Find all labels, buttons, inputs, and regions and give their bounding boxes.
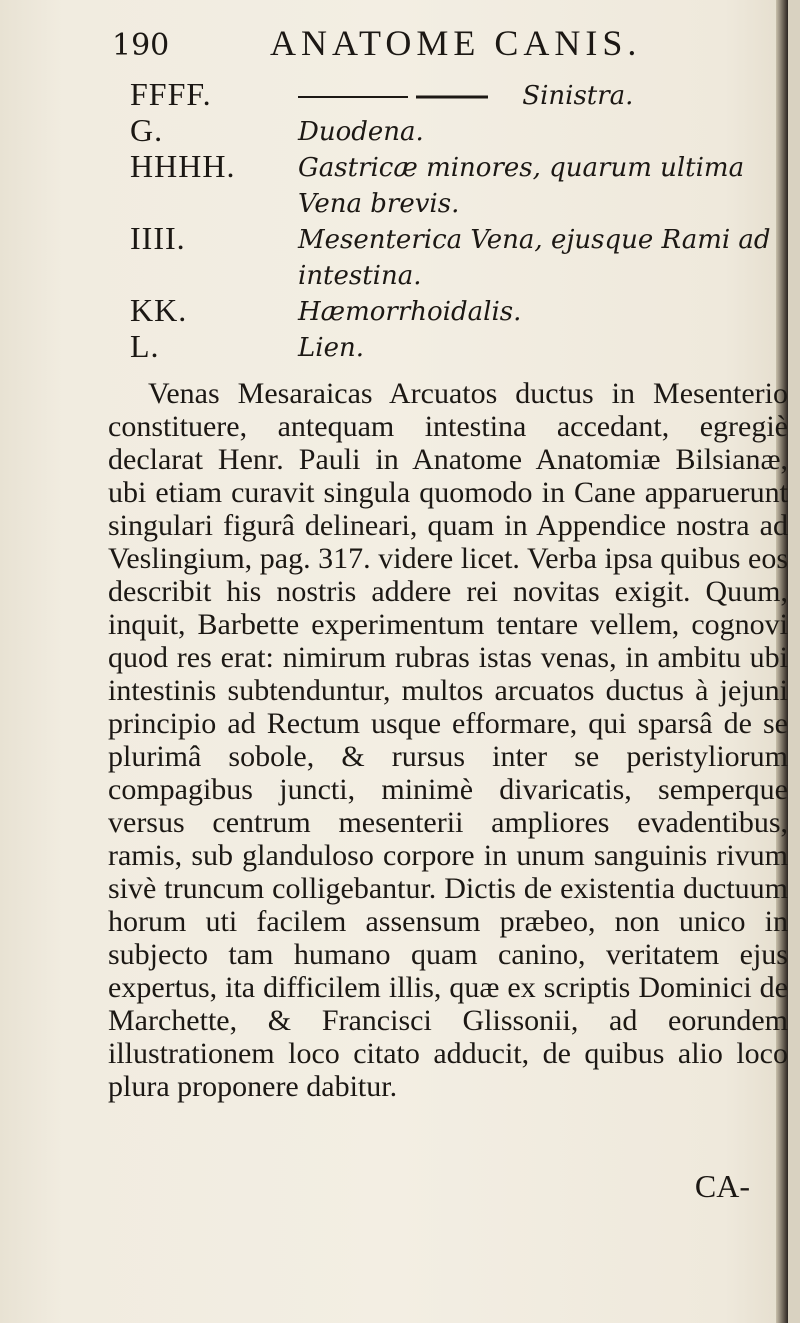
legend-symbol: HHHH. bbox=[130, 148, 236, 184]
page-header bbox=[112, 22, 672, 72]
legend-symbol: L. bbox=[130, 328, 160, 364]
legend-symbol: G. bbox=[130, 112, 164, 148]
legend-row bbox=[118, 220, 788, 292]
legend-row bbox=[118, 292, 788, 328]
running-title: ANATOME CANIS. bbox=[270, 23, 642, 63]
legend-description: Sinistra. bbox=[522, 81, 634, 111]
legend-symbol: KK. bbox=[130, 292, 188, 328]
body-text bbox=[108, 377, 788, 1103]
legend-description-row bbox=[298, 78, 788, 114]
page-number: 190 bbox=[112, 28, 170, 63]
legend-description: Hæmorrhoidalis. bbox=[298, 297, 522, 327]
catchword: CA- bbox=[694, 1168, 750, 1204]
figure-legend bbox=[118, 76, 788, 364]
legend-row bbox=[118, 148, 788, 220]
body-paragraph: Venas Mesaraicas Arcuatos ductus in Mesenterio constituere, antequam intestina accedant, egregiè declarat Henr. Pauli in Anatome Anatomiæ Bilsianæ, ubi etiam curavit singula quomodo in Cane apparuerunt singulari figurâ delineari, quam in Appendice nostra ad Veslingium, pag. 317. videre licet. Verba ipsa quibus eos describit his nostris addere rei novitas exigit. Quum, inquit, Barbette experimentum tentare vellem, cognovi quod res erat: nimirum rubras istas venas, in ambitu ubi intestinis subtenduntur, multos arcuatos ductus à jejuni principio ad Rectum usque efformare, qui sparsâ de se plurimâ sobole, & rursus inter se peristyliorum compagibus juncti, minimè divaricatis, semperque versus centrum mesenterii ampliores evadentibus, ramis, sub glanduloso corpore in unum sanguinis rivum sivè truncum colligebantur. Dictis de existentia ductuum horum uti facilem assensum præbeo, non unico in subjecto tam humano quam canino, veritatem ejus expertus, ita difficilem illis, quæ ex scriptis Dominici de Marchette, & Francisci Glissonii, ad eorundem illustrationem loco citato adducit, de quibus alio loco plura proponere dabitur. bbox=[108, 377, 788, 1103]
legend-symbol: IIII. bbox=[130, 220, 186, 256]
legend-row bbox=[118, 76, 788, 112]
legend-description: Gastricæ minores, quarum ultima Vena brevis. bbox=[298, 153, 745, 219]
dash-rule-icon bbox=[298, 92, 498, 102]
legend-symbol: FFFF. bbox=[130, 76, 212, 112]
legend-description: Duodena. bbox=[298, 117, 424, 147]
legend-description: Lien. bbox=[298, 333, 364, 363]
legend-row bbox=[118, 112, 788, 148]
legend-row bbox=[118, 328, 788, 364]
legend-description: Mesenterica Vena, ejusque Rami ad intestina. bbox=[298, 225, 771, 291]
